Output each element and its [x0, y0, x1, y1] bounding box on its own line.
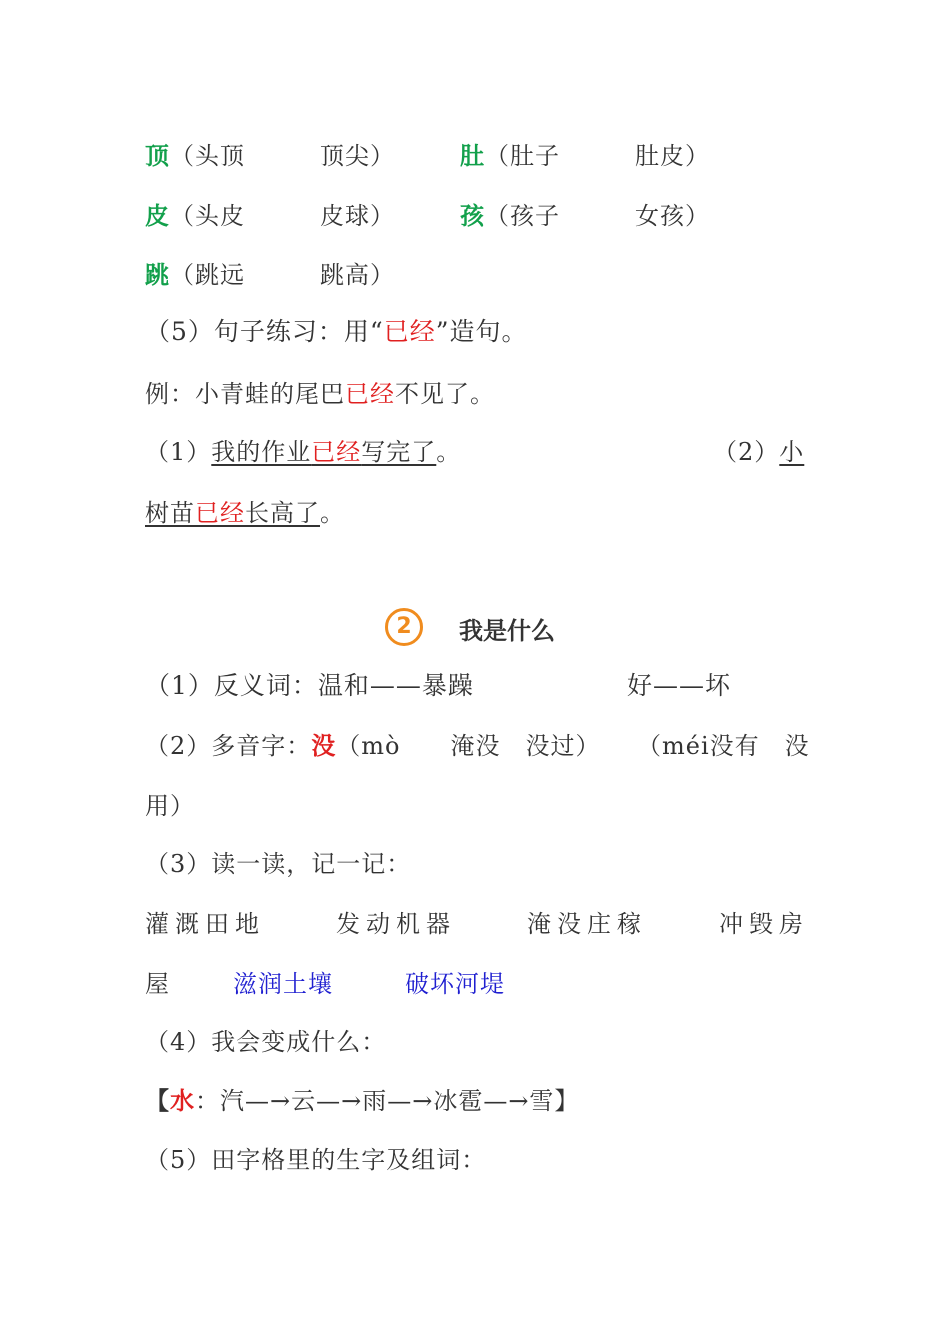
change-heading: [145, 1026, 810, 1058]
phrase: 冲毁房: [719, 910, 809, 938]
heading-text: ”造句。: [435, 317, 528, 346]
polyphone-row: [145, 730, 810, 762]
answer-1: [211, 438, 436, 466]
lesson-number-badge: 2: [385, 608, 423, 646]
vocab-words: （跳远 跳高）: [170, 261, 395, 289]
example-text: 不见了。: [395, 380, 495, 408]
lesson-title: 我是什么: [459, 617, 555, 645]
vocab-item: [460, 140, 710, 172]
answer-end: 。: [320, 499, 345, 527]
antonym-row: [145, 670, 810, 702]
keyword: 已经: [383, 317, 436, 346]
heading-text: （5）句子练习：用“: [145, 317, 384, 346]
vocab-char: 顶: [145, 142, 170, 170]
grid-label: （5）田字格里的生字及组词：: [145, 1146, 487, 1174]
change-chain: [145, 1085, 810, 1117]
bracket: 【: [145, 1086, 170, 1115]
sentence-answer-row: [145, 436, 810, 468]
vocab-char: 肚: [460, 142, 485, 170]
phrase-blue: 滋润土壤: [233, 970, 333, 998]
read-label: （3）读一读，记一记：: [145, 850, 412, 878]
answer-text: 写完了: [361, 438, 437, 466]
phrase: 发动机器: [336, 910, 456, 938]
answer-text: 我的作业: [211, 438, 312, 466]
sentence-example: [145, 378, 810, 410]
change-label: （4）我会变成什么：: [145, 1028, 387, 1056]
answer-text: 小: [779, 438, 805, 466]
phrase: 屋: [145, 970, 170, 998]
answer-number: （2）: [713, 438, 780, 466]
antonym-text: 好——坏: [627, 671, 732, 700]
grid-heading: [145, 1144, 810, 1176]
vocab-char: 孩: [460, 202, 485, 230]
vocab-row-3: [145, 259, 810, 291]
vocab-words: （肚子 肚皮）: [485, 142, 710, 170]
sentence-heading: [145, 316, 810, 348]
keyword: 已经: [195, 499, 245, 527]
phrase: 灌溉田地: [145, 910, 265, 938]
phrase-blue: 破坏河堤: [405, 970, 505, 998]
polyphone-char: 没: [311, 732, 337, 760]
keyword: 已经: [311, 438, 362, 466]
polyphone-row-2: [145, 790, 810, 822]
vocab-item: [460, 200, 710, 232]
answer-end: 。: [436, 438, 462, 466]
water-char: 水: [170, 1087, 195, 1115]
vocab-char: 跳: [145, 261, 170, 289]
read-heading: [145, 848, 810, 880]
phrase: 淹没庄稼: [527, 910, 647, 938]
answer-number: （1）: [145, 438, 212, 466]
keyword: 已经: [345, 380, 395, 408]
vocab-row-1: [145, 140, 810, 172]
polyphone-mei: （méi没有 没: [637, 732, 810, 760]
vocab-words: （头皮 皮球）: [170, 202, 395, 230]
chain-text: ：汽—→云—→雨—→冰雹—→雪】: [195, 1087, 580, 1115]
answer-2-start: [713, 436, 804, 468]
answer-text: 长高了: [245, 499, 320, 527]
vocab-words: （头顶 顶尖）: [170, 142, 395, 170]
polyphone-mo: （mò 淹没 没过）: [336, 732, 601, 760]
answer-2: [145, 499, 320, 527]
sentence-answer-row-2: [145, 497, 810, 529]
vocab-char: 皮: [145, 202, 170, 230]
answer-text: 树苗: [145, 499, 195, 527]
antonym-text: （1）反义词：温和——暴躁: [145, 671, 474, 700]
vocab-words: （孩子 女孩）: [485, 202, 710, 230]
vocab-row-2: [145, 200, 810, 232]
polyphone-label: （2）多音字：: [145, 732, 312, 760]
polyphone-mei-end: 用）: [145, 792, 195, 820]
example-text: 例：小青蛙的尾巴: [145, 380, 345, 408]
